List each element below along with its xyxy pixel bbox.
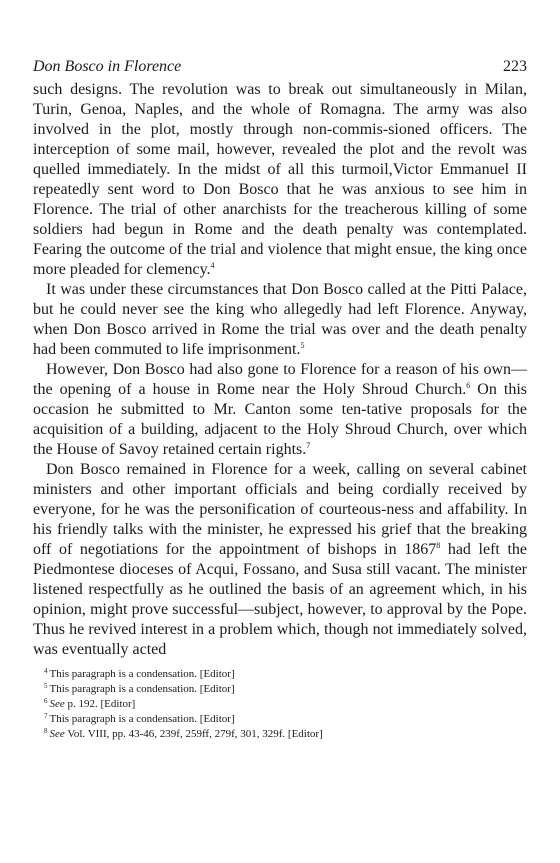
paragraph-text: Don Bosco remained in Florence for a week, calling on several cabinet ministers and other important officials and being cordially received by everyone, for he was the personification of courteous-ness and affability. In his friendly talks with the minister, he expressed his grief that the breaking off of negotiations for the appointment of bishops in 1867 bbox=[33, 461, 527, 558]
paragraph bbox=[33, 280, 527, 360]
footnote-mark: 8 bbox=[44, 727, 48, 735]
footnote-ref: 6 bbox=[466, 381, 471, 390]
footnote-mark: 6 bbox=[44, 697, 48, 705]
page-header bbox=[33, 58, 527, 80]
page-number: 223 bbox=[503, 58, 527, 75]
body-text bbox=[33, 80, 527, 660]
footnote bbox=[44, 725, 504, 740]
paragraph-text: such designs. The revolution was to break out simultaneously in Milan, Turin, Genoa, Naples, and the whole of Romagna. The army was also involved in the plot, mostly through non-commis-sioned officers. The interception of some mail, however, revealed the plot and the revolt was quelled immediately. In the midst of all this turmoil,Victor Emmanuel II repeatedly sent word to Don Bosco that he was anxious to see him in Florence. The trial of other anarchists for the treacherous killing of some soldiers had begun in Rome and the death penalty was contemplated. Fearing the outcome of the trial and violence that might ensue, the king once more pleaded for clemency. bbox=[33, 81, 527, 278]
footnote-ref: 7 bbox=[306, 441, 311, 450]
footnote bbox=[44, 695, 504, 710]
paragraph bbox=[33, 360, 527, 460]
footnote-ref: 8 bbox=[436, 541, 441, 550]
footnote-mark: 7 bbox=[44, 712, 48, 720]
footnote-text: Vol. VIII, pp. 43-46, 239f, 259ff, 279f, 301, 329f. [Editor] bbox=[64, 728, 323, 740]
footnote-text: This paragraph is a condensation. [Editor] bbox=[49, 683, 235, 695]
paragraph-text: On this occasion he submitted to Mr. Canton some ten-tative proposals for the acquisition of a building, adjacent to the Holy Shroud Church, over which the House of Savoy retained certain rights. bbox=[33, 381, 527, 458]
footnote-text: This paragraph is a condensation. [Editor] bbox=[49, 713, 235, 725]
footnote-lead: See bbox=[49, 728, 65, 740]
footnotes bbox=[44, 665, 504, 740]
footnote bbox=[44, 710, 504, 725]
footnote-mark: 4 bbox=[44, 667, 48, 675]
footnote bbox=[44, 665, 504, 680]
paragraph-text: However, Don Bosco had also gone to Florence for a reason of his own—the opening of a house in Rome near the Holy Shroud Church. bbox=[33, 361, 527, 398]
running-title: Don Bosco in Florence bbox=[33, 58, 182, 75]
footnote-mark: 5 bbox=[44, 682, 48, 690]
footnote bbox=[44, 680, 504, 695]
paragraph-text: had left the Piedmontese dioceses of Acqui, Fossano, and Susa still vacant. The minister listened respectfully as he outlined the basis of an agreement which, in his opinion, might prove successful—subject, however, to approval by the Pope. Thus he revived interest in a problem which, though not immediately solved, was eventually acted bbox=[33, 541, 528, 658]
paragraph-text: It was under these circumstances that Don Bosco called at the Pitti Palace, but he could never see the king who allegedly had left Florence. Anyway, when Don Bosco arrived in Rome the trial was over and the death penalty had been commuted to life imprisonment. bbox=[33, 281, 527, 358]
paragraph bbox=[33, 460, 527, 660]
footnote-ref: 5 bbox=[300, 341, 305, 350]
paragraph bbox=[33, 80, 527, 280]
footnote-ref: 4 bbox=[210, 261, 215, 270]
footnote-text: This paragraph is a condensation. [Editor] bbox=[49, 668, 235, 680]
footnote-lead: See bbox=[49, 698, 65, 710]
footnote-text: p. 192. [Editor] bbox=[64, 698, 136, 710]
